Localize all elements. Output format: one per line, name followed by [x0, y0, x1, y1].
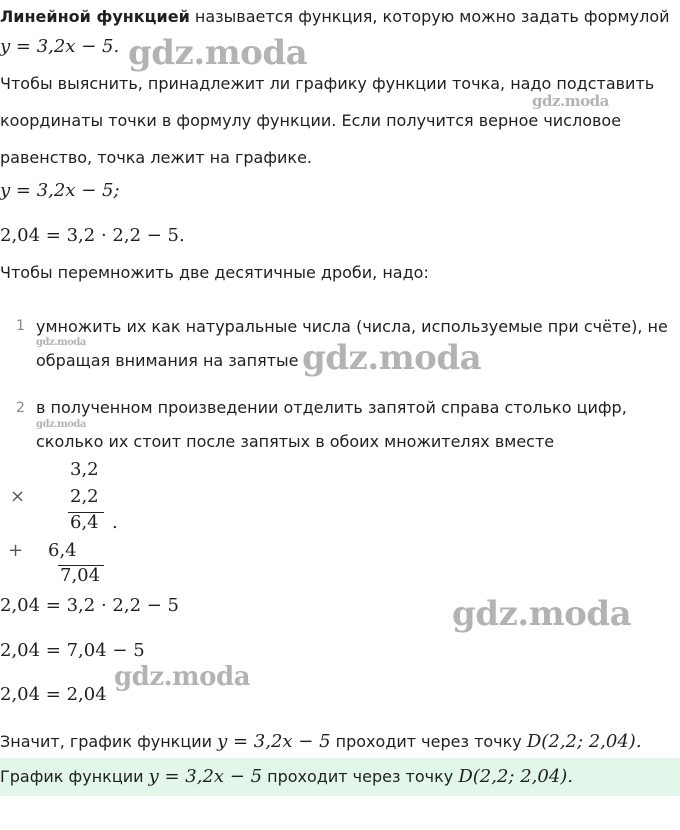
conclusion: [0, 731, 642, 753]
answer-text: График функции: [0, 767, 149, 786]
answer-formula: y = 3,2x − 5: [148, 766, 263, 787]
calc-line-2: 2,04 = 7,04 − 5: [0, 640, 145, 661]
paragraph-1: Чтобы выяснить, принадлежит ли графику функции точка, надо подставить: [0, 74, 655, 93]
calc-line-3: 2,04 = 2,04: [0, 684, 107, 705]
calc-line-1: 2,04 = 3,2 · 2,2 − 5: [0, 595, 179, 616]
watermark: gdz.moda: [452, 594, 632, 634]
watermark: gdz.moda: [36, 419, 86, 430]
partial-product-2: 6,4: [48, 540, 77, 561]
definition-text: называется функция, которую можно задать формулой: [189, 7, 670, 26]
step-2-line-2: сколько их стоит после запятых в обоих множителях вместе: [36, 432, 555, 451]
equation-2: 2,04 = 3,2 · 2,2 − 5.: [0, 225, 185, 246]
conclusion-point: D(2,2; 2,04).: [526, 731, 642, 752]
paragraph-3: равенство, точка лежит на графике.: [0, 148, 312, 167]
answer-text: проходит через точку: [262, 767, 459, 786]
times-sign: ×: [10, 486, 26, 507]
watermark: gdz.moda: [36, 337, 86, 348]
paragraph-4: Чтобы перемножить две десятичные дроби, надо:: [0, 263, 429, 282]
watermark: gdz.moda: [302, 338, 482, 378]
conclusion-formula: y = 3,2x − 5: [217, 731, 331, 752]
watermark: gdz.moda: [532, 92, 609, 110]
equation-1: y = 3,2x − 5;: [0, 180, 120, 201]
definition-formula: y = 3,2x − 5.: [0, 36, 120, 57]
product-result: 7,04: [60, 565, 101, 586]
factor-a: 3,2: [70, 459, 99, 480]
partial-product-1: 6,4: [70, 512, 99, 533]
answer-line: [0, 766, 573, 788]
watermark: gdz.moda: [114, 662, 251, 692]
definition-term: Линейной функцией: [0, 7, 190, 26]
paragraph-2: координаты точки в формулу функции. Если получится верное числовое: [0, 111, 622, 130]
answer-point: D(2,2; 2,04).: [458, 766, 574, 787]
plus-sign: +: [8, 540, 24, 561]
step-2-line-1: в полученном произведении отделить запятой справа столько цифр,: [36, 398, 627, 417]
period: .: [112, 512, 118, 533]
step-number: 1: [16, 318, 25, 334]
step-1-line-2: обращая внимания на запятые: [36, 351, 299, 370]
step-1-line-1: умножить их как натуральные числа (числа, используемые при счёте), не: [36, 317, 668, 336]
factor-b: 2,2: [70, 486, 99, 507]
definition-line: [0, 6, 670, 28]
step-number: 2: [16, 400, 25, 416]
conclusion-text: Значит, график функции: [0, 732, 218, 751]
watermark: gdz.moda: [128, 33, 308, 73]
conclusion-text: проходит через точку: [330, 732, 527, 751]
